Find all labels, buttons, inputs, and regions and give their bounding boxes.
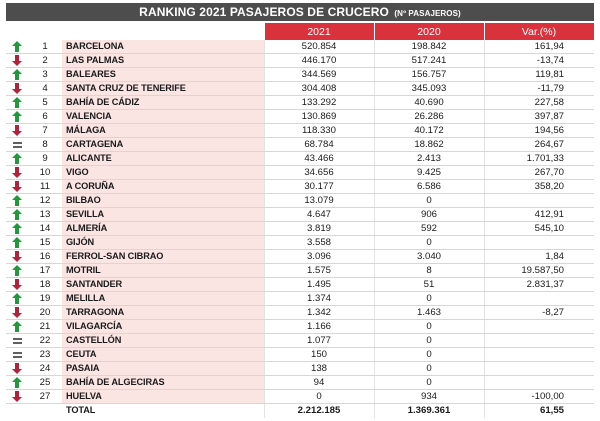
header-blank-port [62, 23, 264, 40]
arrow-up-icon [6, 68, 28, 82]
value-2020-cell: 592 [374, 222, 484, 236]
rank-cell: 4 [28, 82, 62, 96]
total-rank-blank [28, 404, 62, 418]
arrow-down-icon [6, 278, 28, 292]
port-name-cell: FERROL-SAN CIBRAO [62, 250, 264, 264]
table-row [6, 166, 594, 180]
value-2020-cell: 345.093 [374, 82, 484, 96]
table-title: RANKING 2021 PASAJEROS DE CRUCERO [139, 5, 389, 19]
table-row [6, 236, 594, 250]
header-variation: Var.(%) [484, 23, 594, 40]
rank-cell: 24 [28, 362, 62, 376]
port-name-cell: SANTANDER [62, 278, 264, 292]
port-name-cell: BILBAO [62, 194, 264, 208]
equal-icon [6, 348, 28, 362]
variation-cell: 194,56 [484, 124, 594, 138]
value-2021-cell: 1.077 [264, 334, 374, 348]
header-blank-rank [28, 23, 62, 40]
port-name-cell: ALMERÍA [62, 222, 264, 236]
value-2021-cell: 344.569 [264, 68, 374, 82]
value-2020-cell: 40.172 [374, 124, 484, 138]
port-name-cell: CEUTA [62, 348, 264, 362]
table-row [6, 376, 594, 390]
port-name-cell: BALEARES [62, 68, 264, 82]
arrow-up-icon [6, 236, 28, 250]
variation-cell: 227,58 [484, 96, 594, 110]
table-row [6, 138, 594, 152]
value-2020-cell: 18.862 [374, 138, 484, 152]
arrow-up-icon [6, 292, 28, 306]
value-2020-cell: 2.413 [374, 152, 484, 166]
variation-cell: 2.831,37 [484, 278, 594, 292]
equal-icon [6, 138, 28, 152]
arrow-down-icon [6, 306, 28, 320]
value-2020-cell: 9.425 [374, 166, 484, 180]
value-2021-cell: 520.854 [264, 40, 374, 54]
port-name-cell: MELILLA [62, 292, 264, 306]
table-row [6, 250, 594, 264]
arrow-down-icon [6, 390, 28, 404]
arrow-down-icon [6, 362, 28, 376]
value-2021-cell: 34.656 [264, 166, 374, 180]
rank-cell: 7 [28, 124, 62, 138]
table-row [6, 110, 594, 124]
port-name-cell: CASTELLÓN [62, 334, 264, 348]
port-name-cell: GIJÓN [62, 236, 264, 250]
port-name-cell: A CORUÑA [62, 180, 264, 194]
port-name-cell: BARCELONA [62, 40, 264, 54]
variation-cell: -100,00 [484, 390, 594, 404]
table-row [6, 334, 594, 348]
value-2021-cell: 1.166 [264, 320, 374, 334]
header-blank-icon [6, 23, 28, 40]
port-name-cell: VIGO [62, 166, 264, 180]
table-row [6, 264, 594, 278]
table-subtitle: (Nº PASAJEROS) [394, 9, 461, 18]
value-2020-cell: 8 [374, 264, 484, 278]
rank-cell: 15 [28, 236, 62, 250]
value-2020-cell: 934 [374, 390, 484, 404]
table-row [6, 208, 594, 222]
arrow-down-icon [6, 124, 28, 138]
port-name-cell: SEVILLA [62, 208, 264, 222]
variation-cell: -11,79 [484, 82, 594, 96]
value-2020-cell: 156.757 [374, 68, 484, 82]
table-row [6, 348, 594, 362]
value-2021-cell: 150 [264, 348, 374, 362]
table-row [6, 68, 594, 82]
value-2020-cell: 0 [374, 348, 484, 362]
table-row [6, 320, 594, 334]
total-2020: 1.369.361 [374, 404, 484, 418]
value-2021-cell: 1.342 [264, 306, 374, 320]
table-row [6, 390, 594, 404]
port-name-cell: BAHÍA DE CÁDIZ [62, 96, 264, 110]
value-2021-cell: 43.466 [264, 152, 374, 166]
value-2020-cell: 26.286 [374, 110, 484, 124]
value-2020-cell: 906 [374, 208, 484, 222]
arrow-up-icon [6, 152, 28, 166]
variation-cell: 119,81 [484, 68, 594, 82]
arrow-up-icon [6, 194, 28, 208]
arrow-up-icon [6, 40, 28, 54]
value-2021-cell: 3.096 [264, 250, 374, 264]
variation-cell: 267,70 [484, 166, 594, 180]
variation-cell [484, 236, 594, 250]
table-row [6, 124, 594, 138]
arrow-up-icon [6, 110, 28, 124]
rank-cell: 20 [28, 306, 62, 320]
arrow-down-icon [6, 166, 28, 180]
variation-cell: 545,10 [484, 222, 594, 236]
arrow-up-icon [6, 376, 28, 390]
arrow-down-icon [6, 82, 28, 96]
table-header [6, 23, 594, 40]
table-row [6, 278, 594, 292]
port-name-cell: LAS PALMAS [62, 54, 264, 68]
value-2020-cell: 51 [374, 278, 484, 292]
equal-icon [6, 334, 28, 348]
port-name-cell: ALICANTE [62, 152, 264, 166]
rank-cell: 8 [28, 138, 62, 152]
rank-cell: 23 [28, 348, 62, 362]
value-2021-cell: 30.177 [264, 180, 374, 194]
table-row [6, 96, 594, 110]
value-2021-cell: 3.558 [264, 236, 374, 250]
variation-cell [484, 376, 594, 390]
rank-cell: 13 [28, 208, 62, 222]
rank-cell: 3 [28, 68, 62, 82]
port-name-cell: SANTA CRUZ DE TENERIFE [62, 82, 264, 96]
value-2020-cell: 0 [374, 376, 484, 390]
table-body [6, 40, 594, 418]
value-2020-cell: 0 [374, 194, 484, 208]
variation-cell: 19.587,50 [484, 264, 594, 278]
rank-cell: 5 [28, 96, 62, 110]
variation-cell [484, 320, 594, 334]
value-2020-cell: 40.690 [374, 96, 484, 110]
value-2021-cell: 4.647 [264, 208, 374, 222]
ranking-table [6, 23, 595, 418]
variation-cell: 161,94 [484, 40, 594, 54]
variation-cell: -13,74 [484, 54, 594, 68]
value-2020-cell: 517.241 [374, 54, 484, 68]
value-2021-cell: 133.292 [264, 96, 374, 110]
value-2020-cell: 198.842 [374, 40, 484, 54]
variation-cell: -8,27 [484, 306, 594, 320]
value-2021-cell: 1.374 [264, 292, 374, 306]
arrow-down-icon [6, 54, 28, 68]
header-2020: 2020 [374, 23, 484, 40]
variation-cell: 412,91 [484, 208, 594, 222]
table-row [6, 222, 594, 236]
port-name-cell: PASAIA [62, 362, 264, 376]
table-row [6, 306, 594, 320]
value-2021-cell: 94 [264, 376, 374, 390]
rank-cell: 18 [28, 278, 62, 292]
variation-cell [484, 292, 594, 306]
table-row [6, 40, 594, 54]
variation-cell: 358,20 [484, 180, 594, 194]
rank-cell: 19 [28, 292, 62, 306]
rank-cell: 2 [28, 54, 62, 68]
arrow-down-icon [6, 180, 28, 194]
value-2021-cell: 0 [264, 390, 374, 404]
table-row [6, 54, 594, 68]
arrow-up-icon [6, 208, 28, 222]
rank-cell: 10 [28, 166, 62, 180]
port-name-cell: BAHÍA DE ALGECIRAS [62, 376, 264, 390]
table-row [6, 152, 594, 166]
rank-cell: 21 [28, 320, 62, 334]
value-2021-cell: 3.819 [264, 222, 374, 236]
value-2020-cell: 6.586 [374, 180, 484, 194]
rank-cell: 17 [28, 264, 62, 278]
variation-cell [484, 334, 594, 348]
rank-cell: 27 [28, 390, 62, 404]
value-2021-cell: 1.495 [264, 278, 374, 292]
rank-cell: 25 [28, 376, 62, 390]
port-name-cell: MOTRIL [62, 264, 264, 278]
port-name-cell: HUELVA [62, 390, 264, 404]
value-2020-cell: 1.463 [374, 306, 484, 320]
table-row [6, 362, 594, 376]
header-2021: 2021 [264, 23, 374, 40]
arrow-down-icon [6, 250, 28, 264]
table-row [6, 194, 594, 208]
variation-cell: 264,67 [484, 138, 594, 152]
port-name-cell: VILAGARCÍA [62, 320, 264, 334]
table-row [6, 180, 594, 194]
value-2021-cell: 68.784 [264, 138, 374, 152]
port-name-cell: CARTAGENA [62, 138, 264, 152]
total-variation: 61,55 [484, 404, 594, 418]
rank-cell: 22 [28, 334, 62, 348]
variation-cell: 397,87 [484, 110, 594, 124]
value-2020-cell: 0 [374, 362, 484, 376]
rank-cell: 1 [28, 40, 62, 54]
value-2020-cell: 0 [374, 320, 484, 334]
rank-cell: 16 [28, 250, 62, 264]
rank-cell: 11 [28, 180, 62, 194]
rank-cell: 12 [28, 194, 62, 208]
value-2021-cell: 304.408 [264, 82, 374, 96]
value-2020-cell: 0 [374, 292, 484, 306]
value-2021-cell: 446.170 [264, 54, 374, 68]
arrow-up-icon [6, 96, 28, 110]
value-2021-cell: 13.079 [264, 194, 374, 208]
variation-cell [484, 194, 594, 208]
ranking-table-container [6, 3, 594, 418]
variation-cell: 1,84 [484, 250, 594, 264]
value-2021-cell: 118.330 [264, 124, 374, 138]
rank-cell: 14 [28, 222, 62, 236]
port-name-cell: MÁLAGA [62, 124, 264, 138]
table-title-bar [6, 3, 594, 21]
table-row [6, 292, 594, 306]
value-2021-cell: 130.869 [264, 110, 374, 124]
variation-cell [484, 348, 594, 362]
arrow-up-icon [6, 222, 28, 236]
table-row [6, 82, 594, 96]
arrow-up-icon [6, 264, 28, 278]
total-label: TOTAL [62, 404, 264, 418]
port-name-cell: TARRAGONA [62, 306, 264, 320]
arrow-up-icon [6, 320, 28, 334]
total-2021: 2.212.185 [264, 404, 374, 418]
value-2020-cell: 3.040 [374, 250, 484, 264]
port-name-cell: VALENCIA [62, 110, 264, 124]
variation-cell [484, 362, 594, 376]
value-2020-cell: 0 [374, 334, 484, 348]
variation-cell: 1.701,33 [484, 152, 594, 166]
rank-cell: 6 [28, 110, 62, 124]
total-icon-blank [6, 404, 28, 418]
rank-cell: 9 [28, 152, 62, 166]
value-2021-cell: 138 [264, 362, 374, 376]
value-2021-cell: 1.575 [264, 264, 374, 278]
total-row [6, 404, 594, 418]
value-2020-cell: 0 [374, 236, 484, 250]
